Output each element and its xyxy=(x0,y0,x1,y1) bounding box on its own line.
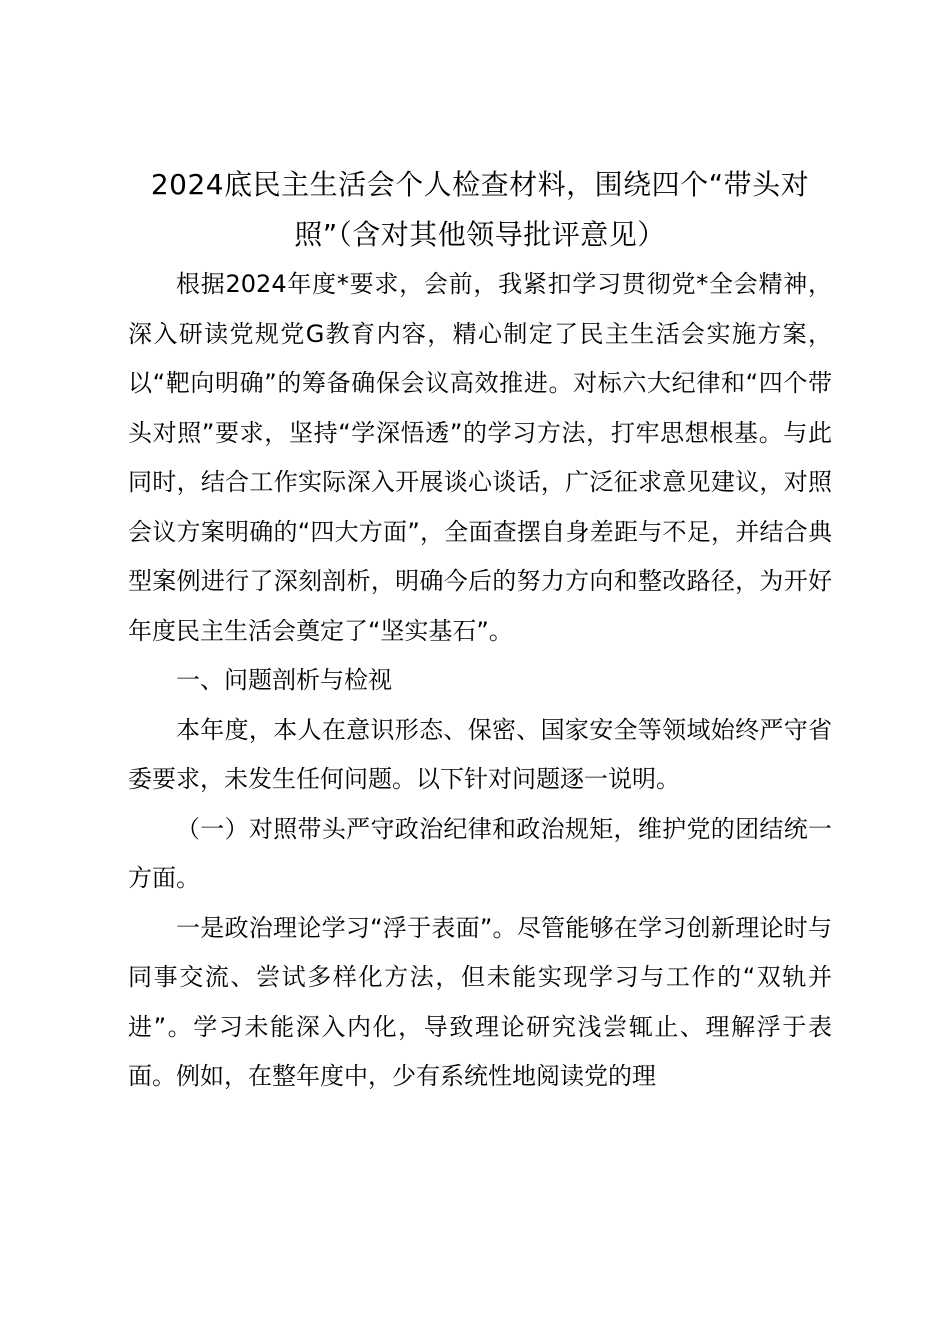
document-page xyxy=(128,160,832,1102)
intro-paragraph: 根据2024年度*要求，会前，我紧扣学习贯彻党*全会精神，深入研读党规党G教育内容，精心制定了民主生活会实施方案，以“靶向明确”的筹备确保会议高效推进。对标六大纪律和“四个带头对照”要求，坚持“学深悟透”的学习方法，打牢思想根基。与此同时，结合工作实际深入开展谈心谈话，广泛征求意见建议，对照会议方案明确的“四大方面”，全面查摆自身差距与不足，并结合典型案例进行了深刻剖析，明确今后的努力方向和整改路径，为开好年度民主生活会奠定了“坚实基石”。 xyxy=(128,270,832,645)
body-paragraph: 本年度，本人在意识形态、保密、国家安全等领域始终严守省委要求，未发生任何问题。以下针对问题逐一说明。 xyxy=(128,715,832,793)
subsection-heading: （一）对照带头严守政治纪律和政治规矩，维护党的团结统一方面。 xyxy=(128,814,832,892)
body-paragraph: 一是政治理论学习“浮于表面”。尽管能够在学习创新理论时与同事交流、尝试多样化方法，但未能实现学习与工作的“双轨并进”。学习未能深入内化，导致理论研究浅尝辄止、理解浮于表面。例如，在整年度中，少有系统性地阅读党的理 xyxy=(128,913,832,1090)
section-heading: 一、问题剖析与检视 xyxy=(176,666,392,694)
document-title: 2024底民主生活会个人检查材料，围绕四个“带头对照”（含对其他领导批评意见） xyxy=(150,168,810,251)
